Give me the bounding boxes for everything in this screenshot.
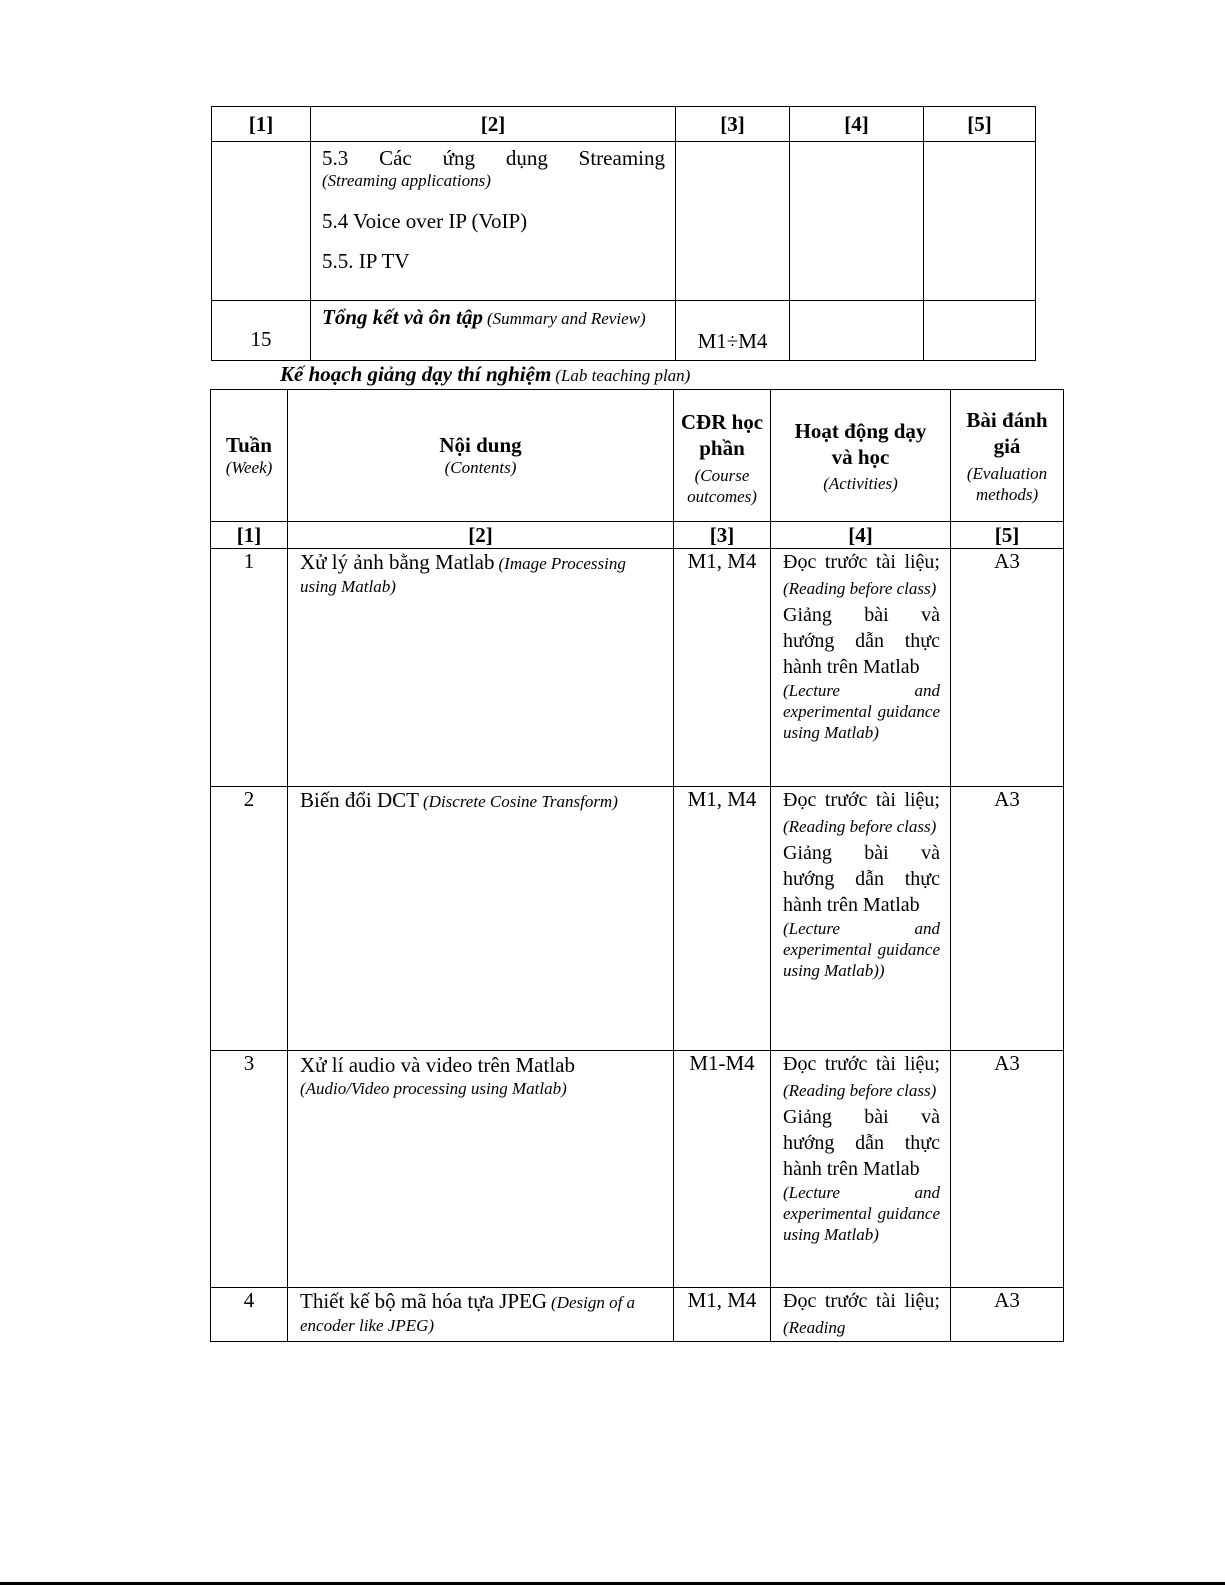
header-outcomes-label: CĐR học phần — [680, 409, 764, 460]
header-evaluation-label: Bài đánh giá — [966, 407, 1048, 458]
activity-lecture-vi: Giảng bài và hướng dẫn thực hành trên Matlab — [783, 842, 940, 916]
table-header-row — [212, 107, 1036, 142]
content-en: (Design of a encoder like JPEG) — [300, 1293, 636, 1335]
evaluation-cell: A3 — [951, 1288, 1064, 1342]
header-contents-en: (Contents) — [444, 458, 517, 477]
column-index-5: [5] — [924, 107, 1036, 142]
activity-lecture-en: (Lecture and experimental guidance using Matlab)) — [783, 919, 940, 980]
outcomes-cell: M1, M4 — [674, 787, 771, 1051]
evaluation-cell: A3 — [951, 787, 1064, 1051]
column-index-3: [3] — [674, 522, 771, 549]
outcomes-cell — [676, 142, 790, 301]
activity-reading-en: (Reading — [783, 1318, 846, 1337]
activities-cell — [771, 549, 951, 787]
activity-reading — [783, 1051, 940, 1104]
lab-teaching-plan-table — [210, 389, 1064, 1342]
lab-plan-title: Kế hoạch giảng dạy thí nghiệm — [280, 362, 552, 386]
content-cell — [288, 1051, 674, 1288]
week-cell: 15 — [212, 301, 311, 361]
column-index-2: [2] — [288, 522, 674, 549]
header-activities-en: (Activities) — [823, 473, 898, 493]
content-cell — [288, 549, 674, 787]
header-week-en: (Week) — [225, 458, 273, 477]
table-row — [211, 1288, 1064, 1342]
activity-reading — [783, 549, 940, 602]
lab-plan-title-en: (Lab teaching plan) — [555, 366, 691, 385]
outcomes-cell: M1, M4 — [674, 549, 771, 787]
activities-cell — [771, 1051, 951, 1288]
week-cell: 4 — [211, 1288, 288, 1342]
content-cell — [311, 142, 676, 301]
activity-reading-vi: Đọc trước tài liệu; — [783, 1053, 940, 1075]
column-index-4: [4] — [771, 522, 951, 549]
activity-reading-en: (Reading before class) — [783, 1081, 937, 1100]
table-row — [211, 549, 1064, 787]
content-cell — [288, 787, 674, 1051]
lab-plan-heading — [280, 362, 690, 387]
header-evaluation — [951, 390, 1064, 522]
outcomes-cell: M1-M4 — [674, 1051, 771, 1288]
summary-title-en: (Summary and Review) — [487, 309, 646, 328]
topic-streaming: 5.3 Các ứng dụng Streaming — [322, 146, 665, 170]
index-row — [211, 522, 1064, 549]
topic-iptv: 5.5. IP TV — [322, 249, 410, 273]
header-activities — [771, 390, 951, 522]
column-index-3: [3] — [676, 107, 790, 142]
column-index-1: [1] — [212, 107, 311, 142]
header-outcomes — [674, 390, 771, 522]
evaluation-cell — [924, 301, 1036, 361]
header-week-label: Tuần — [226, 433, 272, 457]
header-activities-label: Hoạt động dạy và học — [794, 418, 927, 469]
activity-lecture-vi: Giảng bài và hướng dẫn thực hành trên Matlab — [783, 604, 940, 678]
activity-reading-vi: Đọc trước tài liệu; — [783, 1290, 940, 1312]
content-cell — [288, 1288, 674, 1342]
week-cell — [212, 142, 311, 301]
content-en: (Audio/Video processing using Matlab) — [300, 1079, 567, 1098]
activity-reading-en: (Reading before class) — [783, 579, 937, 598]
week-cell: 2 — [211, 787, 288, 1051]
evaluation-cell: A3 — [951, 1051, 1064, 1288]
activity-lecture-en: (Lecture and experimental guidance using Matlab) — [783, 681, 940, 742]
header-contents-label: Nội dung — [439, 433, 522, 457]
column-index-2: [2] — [311, 107, 676, 142]
summary-title: Tổng kết và ôn tập — [322, 305, 483, 329]
header-evaluation-en: (Evaluation methods) — [966, 463, 1048, 504]
topic-voip: 5.4 Voice over IP (VoIP) — [322, 209, 528, 233]
activities-cell — [771, 1288, 951, 1342]
content-en: (Image Processing using Matlab) — [300, 554, 626, 596]
activity-lecture-vi: Giảng bài và hướng dẫn thực hành trên Matlab — [783, 1106, 940, 1180]
content-vi: Thiết kế bộ mã hóa tựa JPEG — [300, 1289, 547, 1313]
activity-reading — [783, 787, 940, 840]
activity-reading-vi: Đọc trước tài liệu; — [783, 551, 940, 573]
outcomes-cell: M1, M4 — [674, 1288, 771, 1342]
content-vi: Biến đổi DCT — [300, 788, 419, 812]
week-cell: 3 — [211, 1051, 288, 1288]
activity-reading-vi: Đọc trước tài liệu; — [783, 789, 940, 811]
table-row — [211, 787, 1064, 1051]
content-vi: Xử lí audio và video trên Matlab — [300, 1053, 575, 1077]
content-cell — [311, 301, 676, 361]
table-row — [212, 301, 1036, 361]
continued-schedule-table — [211, 106, 1036, 361]
table-header-row — [211, 390, 1064, 522]
activity-reading — [783, 1288, 940, 1341]
column-index-1: [1] — [211, 522, 288, 549]
table-row — [212, 142, 1036, 301]
table-row — [211, 1051, 1064, 1288]
activities-cell — [771, 787, 951, 1051]
evaluation-cell — [924, 142, 1036, 301]
content-en: (Discrete Cosine Transform) — [423, 792, 618, 811]
header-outcomes-en: (Course outcomes) — [687, 465, 757, 506]
activities-cell — [790, 301, 924, 361]
header-week — [211, 390, 288, 522]
column-index-5: [5] — [951, 522, 1064, 549]
activities-cell — [790, 142, 924, 301]
outcomes-cell: M1÷M4 — [676, 301, 790, 361]
topic-streaming-en: (Streaming applications) — [322, 171, 491, 190]
content-vi: Xử lý ảnh bằng Matlab — [300, 550, 495, 574]
activity-lecture-en: (Lecture and experimental guidance using Matlab) — [783, 1183, 940, 1244]
evaluation-cell: A3 — [951, 549, 1064, 787]
header-contents — [288, 390, 674, 522]
activity-reading-en: (Reading before class) — [783, 817, 937, 836]
column-index-4: [4] — [790, 107, 924, 142]
week-cell: 1 — [211, 549, 288, 787]
